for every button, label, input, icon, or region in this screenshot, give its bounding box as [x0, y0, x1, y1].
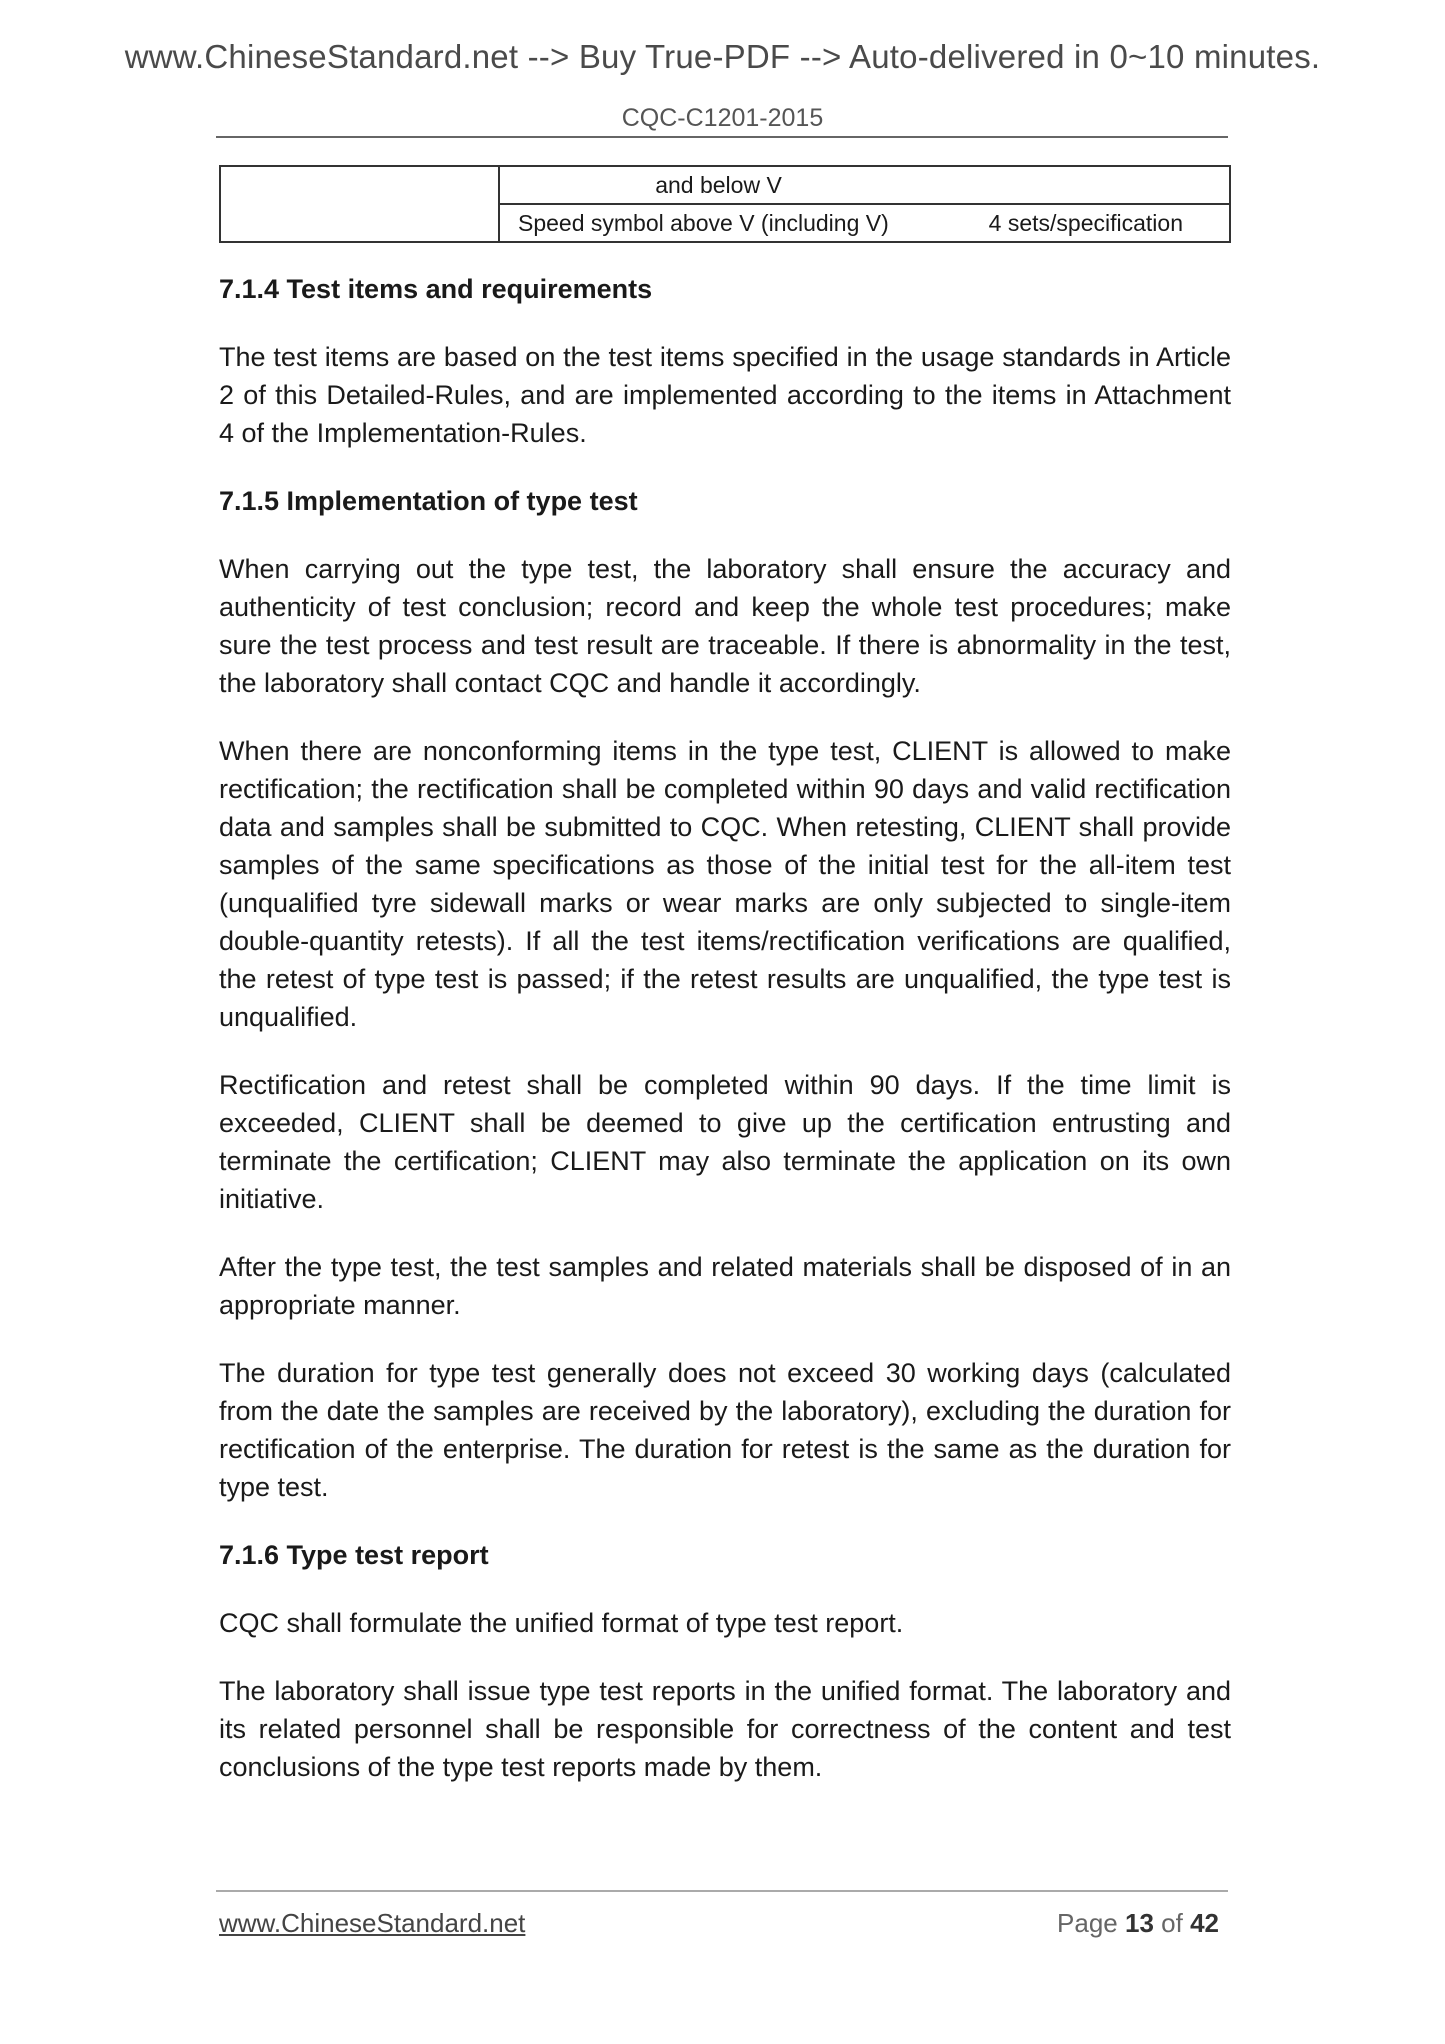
- table-cell: [499, 204, 1230, 242]
- page-of: of: [1161, 1908, 1183, 1938]
- top-banner: www.ChineseStandard.net --> Buy True-PDF --> Auto-delivered in 0~10 minutes.: [124, 38, 1321, 75]
- section-heading: 7.1.4 Test items and requirements: [219, 274, 653, 304]
- paragraph: The laboratory shall issue type test reports in the unified format. The laboratory and its related personnel shall be responsible for correctness of the content and test conclusions of the type test reports made by them.: [219, 1676, 1231, 1782]
- paragraph: The duration for type test generally does not exceed 30 working days (calculated from the date the samples are received by the laboratory), excluding the duration for rectification of the enterprise. The duration for retest is the same as the duration for type test.: [219, 1358, 1231, 1502]
- paragraph: When there are nonconforming items in the type test, CLIENT is allowed to make rectification; the rectification shall be completed within 90 days and valid rectification data and samples shall be submitted to CQC. When retesting, CLIENT shall provide samples of the same specifications as those of the initial test for the all-item test (unqualified tyre sidewall marks or wear marks are only subjected to single-item double-quantity retests). If all the test items/rectification verifications are qualified, the retest of type test is passed; if the retest results are unqualified, the type test is unqualified.: [219, 736, 1231, 1032]
- header-divider: [216, 136, 1228, 138]
- paragraph: CQC shall formulate the unified format of type test report.: [219, 1608, 904, 1638]
- document-number: CQC-C1201-2015: [621, 104, 824, 132]
- page-label: Page: [1057, 1908, 1118, 1938]
- section-heading: 7.1.5 Implementation of type test: [219, 486, 638, 516]
- sample-quantity: 4 sets/specification: [988, 209, 1183, 236]
- document-body: [219, 270, 1231, 1816]
- footer-divider: [216, 1890, 1228, 1892]
- continued-table: [219, 165, 1231, 243]
- paragraph: The test items are based on the test items specified in the usage standards in Article 2 of this Detailed-Rules, and are implemented according to the items in Attachment 4 of the Implementation-Rules.: [219, 342, 1231, 448]
- speed-symbol-label: Speed symbol above V (including V): [518, 209, 889, 236]
- section-7-1-6: [219, 1536, 1231, 1786]
- table-cell: [499, 166, 1230, 204]
- paragraph: When carrying out the type test, the laboratory shall ensure the accuracy and authenticity of test conclusion; record and keep the whole test procedures; make sure the test process and test result are traceable. If there is abnormality in the test, the laboratory shall contact CQC and handle it accordingly.: [219, 554, 1231, 698]
- section-heading: 7.1.6 Type test report: [219, 1540, 489, 1570]
- footer-website-link[interactable]: www.ChineseStandard.net: [219, 1908, 526, 1938]
- page-total: 42: [1190, 1908, 1219, 1938]
- table-row: [220, 166, 1230, 204]
- paragraph: Rectification and retest shall be completed within 90 days. If the time limit is exceeded, CLIENT shall be deemed to give up the certification entrusting and terminate the certification; CLIENT may also terminate the application on its own initiative.: [219, 1070, 1231, 1214]
- paragraph: After the type test, the test samples and related materials shall be disposed of in an appropriate manner.: [219, 1252, 1231, 1320]
- table-cell-empty: [220, 166, 499, 242]
- page-number: [1057, 1908, 1219, 1939]
- table-cell-text: and below V: [655, 171, 782, 198]
- section-7-1-4: [219, 270, 1231, 452]
- page-current: 13: [1125, 1908, 1154, 1938]
- section-7-1-5: [219, 482, 1231, 1506]
